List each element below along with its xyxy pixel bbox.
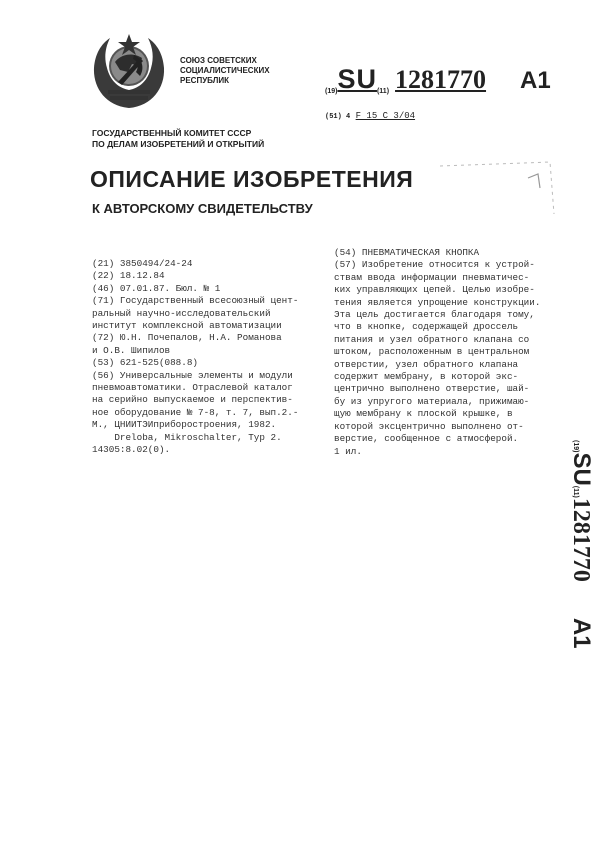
abstract-line: тения является упрощение конструкции. bbox=[334, 296, 541, 308]
library-stamp bbox=[430, 158, 560, 223]
ipc-classification bbox=[325, 111, 415, 121]
country-code: SU bbox=[337, 64, 377, 94]
biblio-line: (46) 07.01.87. Бюл. № 1 bbox=[92, 282, 221, 294]
abstract-line: содержит мембрану, в которой экс- bbox=[334, 371, 519, 383]
ipc-value: F 15 C 3/04 bbox=[355, 111, 416, 121]
abstract-line: Эта цель достигается благодаря тому, bbox=[334, 309, 535, 321]
bibliographic-data bbox=[92, 258, 317, 457]
number-code-label: (11) bbox=[376, 88, 390, 95]
abstract-line: питания и узел обратного клапана со bbox=[334, 333, 530, 345]
abstract-line: отверстии, узел обратного клапана bbox=[334, 358, 519, 370]
abstract-line: ствам ввода информации пневматичес- bbox=[334, 271, 530, 283]
biblio-line: (21) 3850494/24-24 bbox=[92, 258, 193, 269]
committee-line: ГОСУДАРСТВЕННЫЙ КОМИТЕТ СССР bbox=[92, 128, 252, 138]
document-subtitle: К АВТОРСКОМУ СВИДЕТЕЛЬСТВУ bbox=[92, 201, 313, 216]
ipc-code-label: (51) 4 bbox=[325, 113, 351, 121]
abstract-line: щую мембрану к плоской крышке, в bbox=[334, 408, 513, 420]
biblio-line: 14305:8.02(0). bbox=[92, 444, 171, 456]
document-number bbox=[325, 64, 551, 94]
country-code-label: (19) bbox=[325, 88, 338, 95]
biblio-line: (22) 18.12.84 bbox=[92, 270, 165, 282]
vertical-number-code-label: (11) bbox=[572, 485, 579, 498]
state-emblem bbox=[88, 28, 170, 117]
biblio-line: пневмоавтоматики. Отраслевой каталог bbox=[92, 382, 293, 394]
state-org-line: РЕСПУБЛИК bbox=[180, 76, 229, 85]
abstract bbox=[334, 247, 559, 458]
abstract-line: (54) ПНЕВМАТИЧЕСКАЯ КНОПКА bbox=[334, 247, 480, 258]
abstract-line: (57) Изобретение относится к устрой- bbox=[334, 259, 535, 271]
biblio-line: (56) Универсальные элементы и модули bbox=[92, 369, 293, 381]
document-title: ОПИСАНИЕ ИЗОБРЕТЕНИЯ bbox=[90, 166, 414, 192]
biblio-line: Dreloba, Mikroschalter, Typ 2. bbox=[92, 431, 282, 443]
abstract-line: центрично выполнено отверстие, шай- bbox=[334, 383, 530, 395]
biblio-line: (71) Государственный всесоюзный цент- bbox=[92, 295, 299, 307]
abstract-line: ких управляющих цепей. Целью изобре- bbox=[334, 284, 535, 296]
committee bbox=[92, 128, 264, 150]
state-org-line: СОЦИАЛИСТИЧЕСКИХ bbox=[180, 66, 270, 75]
abstract-line: верстие, сообщенное с атмосферой. bbox=[334, 433, 519, 445]
biblio-line: ное оборудование № 7-8, т. 7, вып.2.- bbox=[92, 406, 299, 418]
vertical-patent-number: 1281770 bbox=[568, 497, 594, 582]
abstract-line: бу из упругого материала, прижимаю- bbox=[334, 395, 530, 407]
biblio-line: ральный научно-исследовательский bbox=[92, 307, 271, 319]
committee-line: ПО ДЕЛАМ ИЗОБРЕТЕНИЙ И ОТКРЫТИЙ bbox=[92, 139, 265, 149]
abstract-line: 1 ил. bbox=[334, 445, 362, 457]
abstract-line: штоком, расположенным в центральном bbox=[334, 346, 530, 358]
state-organization bbox=[180, 56, 290, 86]
biblio-line: на серийно выпускаемое и перспектив- bbox=[92, 394, 293, 406]
biblio-line: (53) 621-525(088.8) bbox=[92, 357, 199, 369]
abstract-line: которой эксцентрично выполнено от- bbox=[334, 420, 524, 432]
biblio-line: (72) Ю.Н. Почепалов, Н.А. Романова bbox=[92, 332, 282, 344]
biblio-line: институт комплексной автоматизации bbox=[92, 320, 282, 332]
document-kind: A1 bbox=[520, 67, 551, 94]
biblio-line: М., ЦНИИТЭИприборостроения, 1982. bbox=[92, 419, 277, 431]
vertical-document-kind: A1 bbox=[568, 617, 595, 649]
abstract-line: что в кнопке, содержащей дроссель bbox=[334, 321, 519, 333]
vertical-country-code: SU bbox=[568, 452, 595, 486]
state-org-line: СОЮЗ СОВЕТСКИХ bbox=[180, 56, 257, 65]
vertical-country-code-label: (19) bbox=[572, 440, 579, 453]
patent-number: 1281770 bbox=[395, 65, 487, 94]
vertical-document-number bbox=[555, 440, 595, 690]
biblio-line: и О.В. Шипилов bbox=[92, 344, 171, 356]
